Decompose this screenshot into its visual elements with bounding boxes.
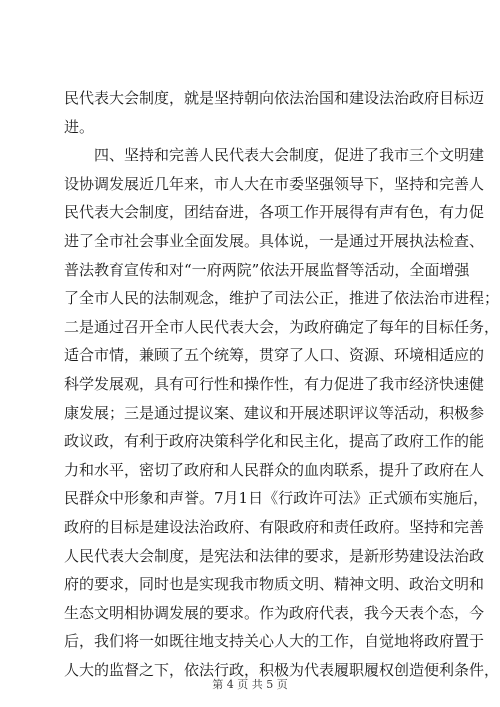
text-line: 设协调发展近几年来，市人大在市委坚强领导下，坚持和完善人 (64, 174, 485, 193)
text-line: 进了全市社会事业全面发展。具体说，一是通过开展执法检查、 (64, 231, 485, 250)
text-line: 力和水平，密切了政府和人民群众的血肉联系，提升了政府在人 (64, 460, 485, 479)
text-line: 适合市情，兼顾了五个统筹，贯穿了人口、资源、环境相适应的 (64, 346, 485, 365)
text-line: 人民代表大会制度，是宪法和法律的要求，是新形势建设法治政 (64, 546, 485, 565)
text-line: 民代表大会制度，团结奋进，各项工作开展得有声有色，有力促 (64, 203, 485, 222)
text-line: 普法教育宣传和对“一府两院”依法开展监督等活动，全面增强 (64, 260, 470, 279)
text-line: 康发展；三是通过提议案、建议和开展述职评议等活动，积极参 (64, 403, 485, 422)
page-number: 第 4 页 共 5 页 (212, 678, 288, 691)
text-line: 后，我们将一如既往地支持关心人大的工作，自觉地将政府置于 (64, 632, 485, 651)
text-line: 民群众中形象和声誉。7月1日《行政许可法》正式颁布实施后， (64, 489, 489, 508)
text-line: 科学发展观，具有可行性和操作性，有力促进了我市经济快速健 (64, 374, 485, 393)
text-line: 人大的监督之下，依法行政，积极为代表履职履权创造便利条件， (64, 660, 500, 679)
text-line: 二是通过召开全市人民代表大会，为政府确定了每年的目标任务， (64, 317, 500, 336)
text-line: 进。 (64, 117, 95, 136)
text-line: 府的要求，同时也是实现我市物质文明、精神文明、政治文明和 (64, 575, 485, 594)
text-line: 政议政，有利于政府决策科学化和民主化，提高了政府工作的能 (64, 432, 485, 451)
text-line: 生态文明相协调发展的要求。作为政府代表，我今天表个态，今 (64, 603, 485, 622)
text-line: 政府的目标是建设法治政府、有限政府和责任政府。坚持和完善 (64, 517, 485, 536)
text-line: 了全市人民的法制观念，维护了司法公正，推进了依法治市进程； (64, 289, 500, 308)
text-line: 民代表大会制度，就是坚持朝向依法治国和建设法治政府目标迈 (64, 89, 485, 107)
paragraph-first-line: 四、坚持和完善人民代表大会制度，促进了我市三个文明建 (94, 146, 485, 165)
body-text (64, 84, 500, 684)
